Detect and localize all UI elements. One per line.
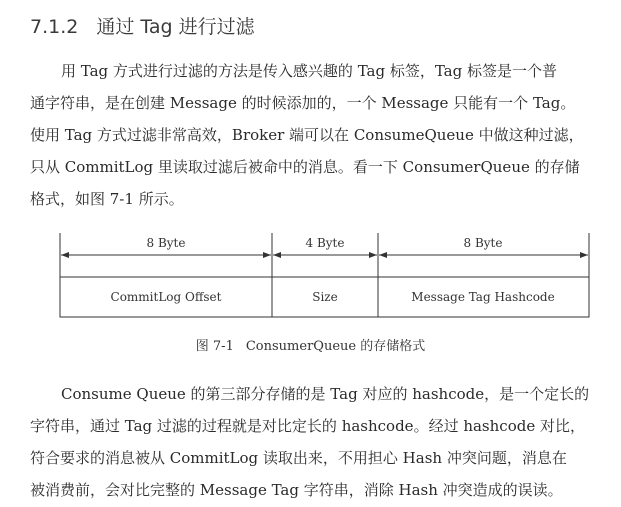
field-label: Size xyxy=(312,290,338,304)
section-heading xyxy=(30,12,255,39)
figure-caption-text: ConsumerQueue 的存储格式 xyxy=(245,339,426,354)
paragraph-line: 通字符串，是在创建 Message 的时候添加的，一个 Message 只能有一个 Tag。 xyxy=(30,94,576,112)
arrowhead xyxy=(379,252,387,258)
paragraph-line: 符合要求的消息被从 CommitLog 读取出来，不用担心 Hash 冲突问题，消息在 xyxy=(30,449,567,467)
paragraph-line: 用 Tag 方式进行过滤的方法是传入感兴趣的 Tag 标签，Tag 标签是一个普 xyxy=(61,62,557,80)
arrowhead xyxy=(273,252,281,258)
arrowhead xyxy=(61,252,69,258)
segment-size-label: 8 Byte xyxy=(146,236,186,250)
paragraph-2 xyxy=(30,378,592,506)
paragraph-1 xyxy=(30,55,592,215)
paragraph-line: 使用 Tag 方式过滤非常高效，Broker 端可以在 ConsumeQueue 中做这种过滤， xyxy=(30,126,584,144)
paragraph-line: 被消费前，会对比完整的 Message Tag 字符串，消除 Hash 冲突造成的误读。 xyxy=(30,481,563,499)
section-title: 通过 Tag 进行过滤 xyxy=(96,16,255,38)
paragraph-line: 格式，如图 7-1 所示。 xyxy=(30,190,184,208)
figure-caption xyxy=(0,335,621,354)
arrowhead xyxy=(369,252,377,258)
storage-format-diagram xyxy=(0,225,621,325)
figure-number: 图 7-1 xyxy=(195,339,234,354)
segment-size-label: 8 Byte xyxy=(463,236,503,250)
paragraph-line: 只从 CommitLog 里读取过滤后被命中的消息。看一下 ConsumerQueue 的存储 xyxy=(30,158,580,176)
segment-size-label: 4 Byte xyxy=(305,236,345,250)
field-label: Message Tag Hashcode xyxy=(411,290,555,304)
field-label: CommitLog Offset xyxy=(110,290,222,304)
paragraph-line: Consume Queue 的第三部分存储的是 Tag 对应的 hashcode，是一个定长的 xyxy=(61,385,590,403)
section-number: 7.1.2 xyxy=(30,16,79,38)
arrowhead xyxy=(580,252,588,258)
arrowhead xyxy=(263,252,271,258)
paragraph-line: 字符串，通过 Tag 过滤的过程就是对比定长的 hashcode。经过 hashcode 对比， xyxy=(30,417,585,435)
